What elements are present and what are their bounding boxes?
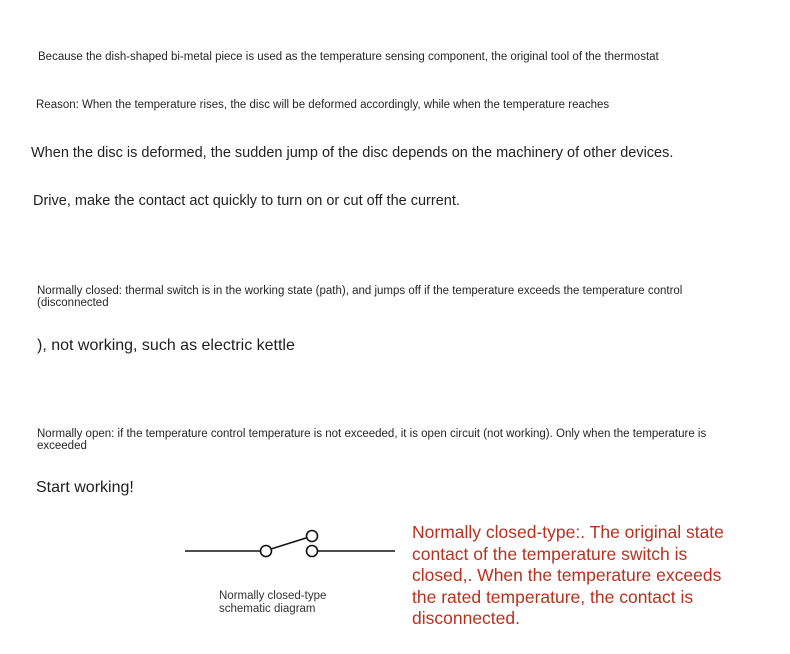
diagram-caption: Normally closed-type schematic diagram [219, 590, 327, 615]
lower-contact [307, 546, 318, 557]
paragraph-drive-contact: Drive, make the contact act quickly to turn on or cut off the current. [33, 193, 460, 209]
paragraph-bimetal-intro: Because the dish-shaped bi-metal piece is used as the temperature sensing component, the original tool of the thermostat [38, 51, 659, 63]
paragraph-normally-open: Normally open: if the temperature control temperature is not exceeded, it is open circuit (not working). Only when the temperature is exceeded [37, 428, 707, 452]
left-terminal [261, 546, 272, 557]
normally-closed-note: Normally closed-type:. The original state contact of the temperature switch is closed,. When the temperature exceeds the rated temperature, the contact is disconnected. [412, 522, 724, 628]
switch-lever [271, 538, 306, 549]
paragraph-normally-closed: Normally closed: thermal switch is in the working state (path), and jumps off if the temperature exceeds the temperature control (disconnected [37, 285, 683, 309]
paragraph-electric-kettle: ), not working, such as electric kettle [37, 337, 295, 354]
paragraph-start-working: Start working! [36, 479, 134, 496]
upper-contact [307, 531, 318, 542]
paragraph-disc-deformed: When the disc is deformed, the sudden jump of the disc depends on the machinery of other devices. [31, 145, 674, 161]
paragraph-reason: Reason: When the temperature rises, the disc will be deformed accordingly, while when the temperature reaches [36, 99, 610, 111]
switch-schematic-icon [180, 522, 400, 570]
